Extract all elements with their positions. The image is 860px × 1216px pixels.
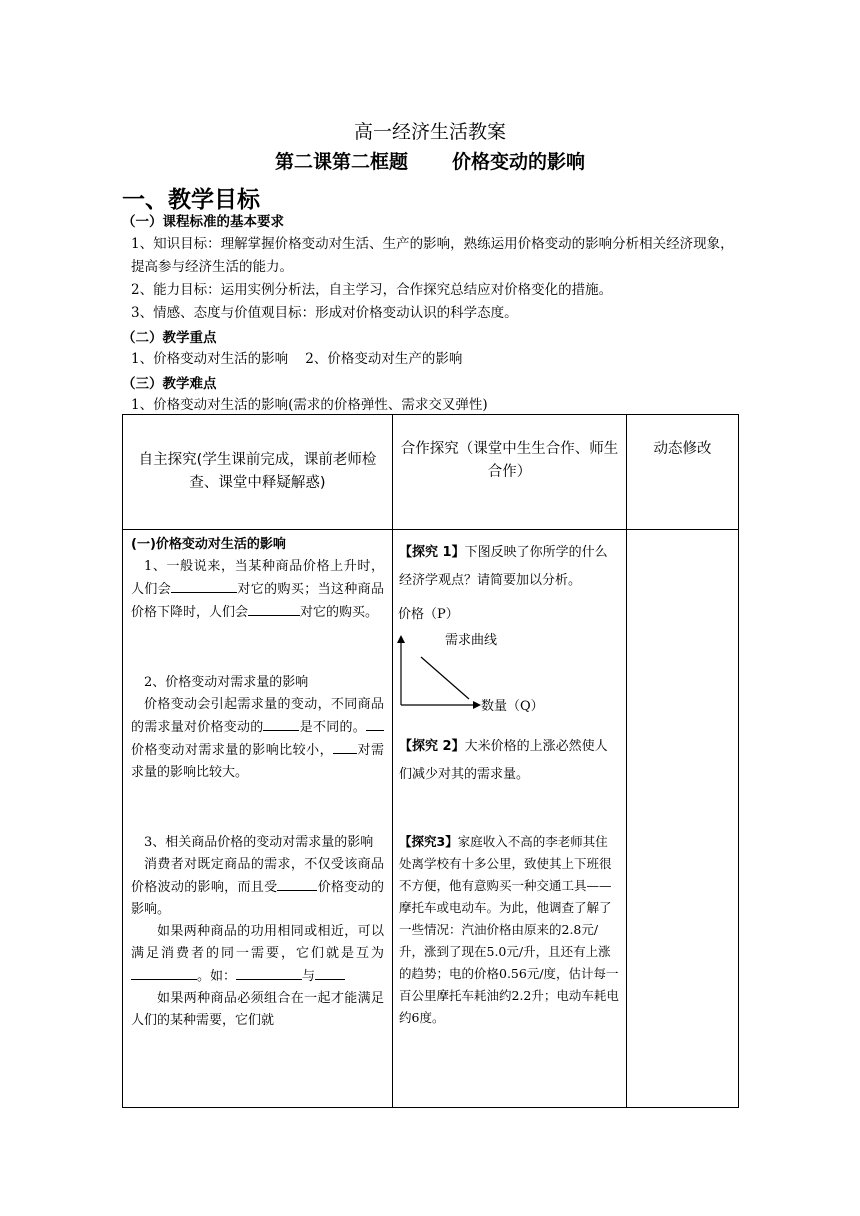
item-3-text-b: 价格变动的影响。 (131, 880, 384, 917)
self-study-heading: (一)价格变动对生活的影响 (131, 537, 286, 552)
self-study-item-3-title: 3、相关商品价格的变动对需求量的影响 (144, 835, 374, 850)
inquiry-1-text: 下图反映了你所学的什么经济学观点？请简要加以分析。 (399, 545, 608, 588)
item-2-text-a: 价格变动会引起需求量的变动，不同商品的需求量对价格变动的 (131, 697, 384, 735)
inquiry-3 (393, 831, 626, 1029)
dynamic-edit-cell (627, 530, 739, 1108)
axis-x-label: 数量（Q） (481, 699, 544, 714)
item-2-text-c: 价格变动对需求量的影响比较小， (131, 743, 334, 758)
inquiry-1 (393, 530, 626, 595)
axis-y-label: 价格（P） (398, 607, 459, 622)
blank-5 (333, 739, 357, 754)
table-body-row (123, 530, 739, 1108)
self-study-item-3 (131, 854, 384, 921)
item-4-text-c: 与 (302, 969, 316, 984)
header-cooperative (393, 415, 627, 530)
blank-4 (366, 716, 384, 731)
self-study-cell (123, 530, 393, 1108)
inquiry-1-label: 【探究 1】 (399, 545, 465, 560)
lesson-table (122, 414, 739, 1108)
document-title: 高一经济生活教案 (353, 121, 506, 143)
subheading-key-points: （二）教学重点 (122, 330, 217, 346)
blank-7 (131, 965, 197, 980)
self-study-item-4 (131, 921, 384, 988)
item-1-text-a: 1、一般说来，当某种商品价格上升时，人们会 (131, 559, 384, 597)
self-study-item-2-title: 2、价格变动对需求量的影响 (144, 675, 309, 690)
lesson-title (0, 147, 860, 174)
self-study-item-2 (131, 694, 384, 784)
item-1-text-c: 对它的购买。 (300, 605, 379, 620)
header-dynamic-edit (627, 415, 739, 530)
subheading-curriculum: （一）课程标准的基本要求 (122, 214, 284, 230)
goal-knowledge: 1、知识目标：理解掌握价格变动对生活、生产的影响，熟练运用价格变动的影响分析相关经济现象，提高参与经济生活的能力。 (131, 236, 734, 275)
goal-attitude: 3、情感、态度与价值观目标：形成对价格变动认识的科学态度。 (131, 305, 518, 321)
self-study-item-1 (131, 556, 384, 624)
section-heading-teaching-goals: 一、教学目标 (122, 187, 260, 213)
inquiry-3-text: 家庭收入不高的李老师其住处离学校有十多公里，致使其上下班很不方便，他有意购买一种交通工具——摩托车或电动车。为此，他调查了解了一些情况：汽油价格由原来的2.8元/升，涨到了现在5.0元/升，且还有上涨的趋势；电的价格0.56元/度，估计每一百公里摩托车耗油约2.2升；电动车耗电约6度。 (399, 834, 619, 1025)
item-4-text-a: 如果两种商品的功用相同或相近，可以满足消费者的同一需要，它们就是互为 (131, 924, 384, 961)
header-self-study-text: 自主探究(学生课前完成，课前老师检查、课堂中释疑解惑) (138, 452, 377, 491)
header-cooperative-text: 合作探究（课堂中生生合作、师生合作） (400, 441, 619, 480)
key-points: 1、价格变动对生活的影响 2、价格变动对生产的影响 (131, 351, 463, 367)
inquiry-2-label: 【探究 2】 (399, 739, 465, 754)
self-study-item-5: 如果两种商品必须组合在一起才能满足人们的某种需要，它们就 (131, 991, 384, 1028)
blank-2 (248, 601, 300, 616)
curve-label: 需求曲线 (445, 633, 498, 648)
blank-8 (236, 965, 302, 980)
difficulties: 1、价格变动对生活的影响(需求的价格弹性、需求交叉弹性) (131, 397, 488, 413)
cooperative-cell (393, 530, 627, 1108)
inquiry-3-label: 【探究3】 (399, 834, 458, 849)
goal-ability: 2、能力目标：运用实例分析法，自主学习，合作探究总结应对价格变化的措施。 (131, 282, 613, 298)
subheading-difficulties: （三）教学难点 (122, 376, 217, 392)
header-self-study (123, 415, 393, 530)
demand-curve-diagram (393, 603, 626, 713)
inquiry-2 (393, 733, 626, 789)
inquiry-2-text: 大米价格的上涨必然使人们减少对其的需求量。 (399, 739, 608, 782)
lesson-topic: 价格变动的影响 (452, 151, 586, 173)
item-3-text-a: 消费者对既定商品的需求，不仅受该商品价格波动的影响，而且受 (131, 857, 384, 895)
item-2-text-d: 对需求量的影响比较大。 (131, 743, 384, 780)
blank-1 (171, 578, 237, 593)
blank-6 (277, 876, 317, 891)
item-2-text-b: 是不同的。 (299, 720, 366, 735)
header-dynamic-edit-text: 动态修改 (653, 441, 712, 457)
item-4-text-b: 。如： (197, 969, 237, 984)
table-header-row (123, 415, 739, 530)
blank-9 (315, 965, 345, 980)
blank-3 (263, 716, 299, 731)
item-1-text-b: 对它的购买；当这种商品价格下降时，人们会 (131, 582, 384, 620)
lesson-number: 第二课第二框题 (274, 151, 408, 173)
